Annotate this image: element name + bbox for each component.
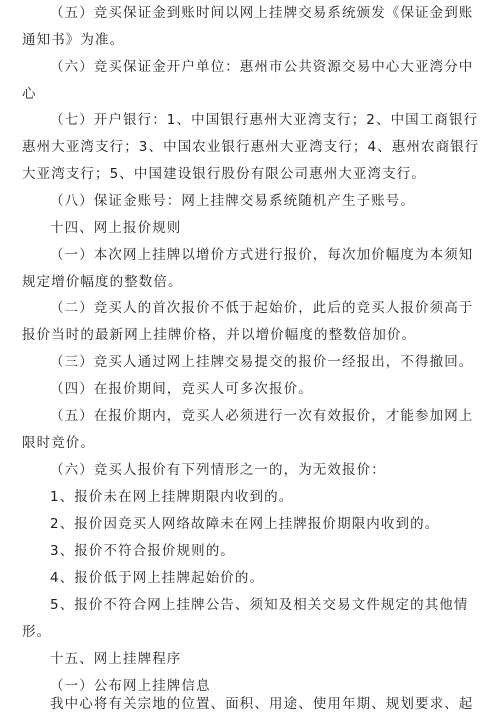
text-line: （三）竞买人通过网上挂牌交易提交的报价一经报出，不得撤回。: [50, 354, 474, 370]
text-line: （五）在报价期内，竞买人必须进行一次有效报价，才能参加网上: [50, 408, 474, 424]
section-heading: 十四、网上报价规则: [50, 220, 182, 236]
list-item: 1、报价未在网上挂牌期限内收到的。: [50, 489, 294, 505]
text-line: 限时竞价。: [22, 435, 95, 451]
text-line: （四）在报价期间，竞买人可多次报价。: [50, 381, 313, 397]
text-line: 大亚湾支行；5、中国建设银行股份有限公司惠州大亚湾支行。: [22, 166, 426, 182]
list-item: 3、报价不符合报价规则的。: [50, 543, 235, 559]
text-line: 心: [22, 86, 37, 102]
list-item: 2、报价因竞买人网络故障未在网上挂牌报价期限内收到的。: [50, 516, 440, 532]
section-heading: 十五、网上挂牌程序: [50, 651, 182, 667]
text-line: （五）竞买保证金到账时间以网上挂牌交易系统颁发《保证金到账: [50, 5, 474, 21]
text-line: （七）开户银行：1、中国银行惠州大亚湾支行；2、中国工商银行: [50, 112, 479, 128]
text-line: （二）竞买人的首次报价不低于起始价，此后的竞买人报价须高于: [50, 300, 474, 316]
list-item: 5、报价不符合网上挂牌公告、须知及相关交易文件规定的其他情: [50, 597, 469, 613]
text-line: （六）竞买人报价有下列情形之一的，为无效报价：: [50, 462, 386, 478]
text-line: 惠州大亚湾支行；3、中国农业银行惠州大亚湾支行；4、惠州农商银行: [22, 139, 480, 155]
text-line: （八）保证金账号：网上挂牌交易系统随机产生子账号。: [50, 193, 415, 209]
text-line: 通知书》为准。: [22, 32, 125, 48]
text-line: 报价当时的最新网上挂牌价格，并以增价幅度的整数倍加价。: [22, 327, 417, 343]
text-line: （一）公布网上挂牌信息: [50, 678, 211, 694]
text-line: 形。: [22, 624, 52, 640]
text-line: （六）竞买保证金开户单位：惠州市公共资源交易中心大亚湾分中: [50, 59, 474, 75]
text-line: （一）本次网上挂牌以增价方式进行报价，每次加价幅度为本须知: [50, 247, 474, 263]
list-item: 4、报价低于网上挂牌起始价的。: [50, 570, 265, 586]
text-line: 我中心将有关宗地的位置、面积、用途、使用年期、规划要求、起: [50, 696, 474, 712]
text-line: 规定增价幅度的整数倍。: [22, 274, 183, 290]
